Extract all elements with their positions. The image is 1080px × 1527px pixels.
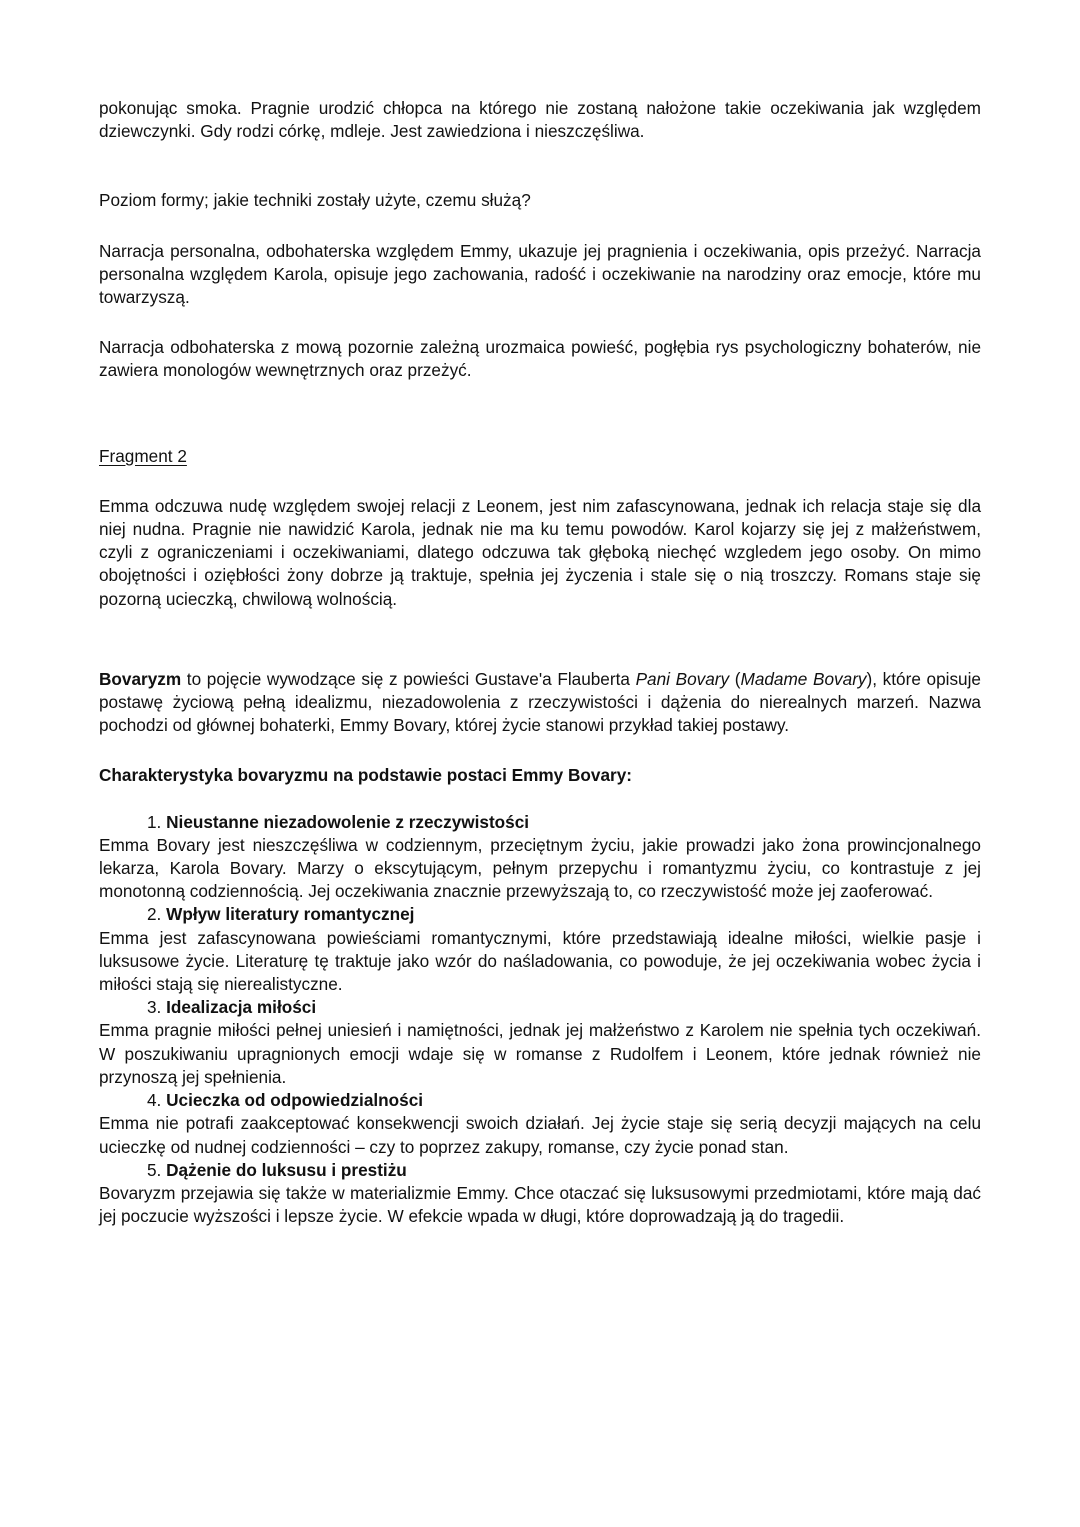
spacer	[99, 309, 981, 336]
list-item-heading	[99, 1089, 981, 1112]
list-item	[99, 996, 981, 1089]
list-item-heading	[99, 996, 981, 1019]
paragraph-narration-personal: Narracja personalna, odbohaterska względem Emmy, ukazuje jej pragnienia i oczekiwania, opis przeżyć. Narracja personalna względem Karola, opisuje jego zachowania, radość i oczekiwanie na narodziny oraz emocje, które mu towarzyszą.	[99, 240, 981, 308]
definition-text-2: (	[729, 668, 741, 689]
list-item-heading	[99, 811, 981, 834]
list-item-number: 2.	[147, 904, 162, 925]
list-item-body: Emma pragnie miłości pełnej uniesień i namiętności, jednak jej małżeństwo z Karolem nie spełnia tych oczekiwań. W poszukiwaniu upragnionych emocji wdaje się w romanse z Rudolfem i Leonem, które jednak również nie przynoszą jej spełnienia.	[99, 1020, 981, 1087]
list-item-title: Idealizacja miłości	[166, 997, 317, 1018]
list-item-title: Dążenie do luksusu i prestiżu	[166, 1159, 407, 1180]
list-item-number: 3.	[147, 997, 162, 1018]
spacer	[99, 788, 981, 811]
paragraph-narration-odbohaterska: Narracja odbohaterska z mową pozornie zależną urozmaica powieść, pogłębia rys psychologiczny bohaterów, nie zawiera monologów wewnętrznych oraz przeżyć.	[99, 337, 981, 381]
spacer	[99, 737, 981, 764]
paragraph-question: Poziom formy; jakie techniki zostały użyte, czemu służą?	[99, 190, 531, 211]
list-item-number: 4.	[147, 1090, 162, 1111]
list-item-body: Emma jest zafascynowana powieściami romantycznymi, które przedstawiają idealne miłości, wielkie pasje i luksusowe życie. Literaturę tę traktuje jako wzór do naśladowania, co powoduje, że jej oczekiwania wobec życia i miłości stają się nierealistyczne.	[99, 927, 981, 995]
paragraph-fragment-2-body: Emma odczuwa nudę względem swojej relacji z Leonem, jest nim zafascynowana, jednak ich relacja staje się dla niej nudna. Pragnie nie nawidzić Karola, jednak nie ma ku temu powodów. Karol kojarzy się jej z małżeństwem, czyli z ograniczeniami i oczekiwaniami, dlatego odczuwa tak głęboką niechęć wzgledem jego osoby. On mimo obojętności i oziębłości żony dobrze ją traktuje, spełnia jej życzenia i stale się o nią troszczy. Romans staje się pozorną ucieczką, chwilową wolnością.	[99, 495, 981, 609]
list-item-body: Bovaryzm przejawia się także w materializmie Emmy. Chce otaczać się luksusowymi przedmiotami, które mają dać jej poczucie wyższości i lepsze życie. W efekcie wpada w długi, które doprowadzają ją do tragedii.	[99, 1182, 981, 1227]
list-item-body: Emma nie potrafi zaakceptować konsekwencji swoich działań. Jej życie staje się serią decyzji mających na celu ucieczkę od nudnej codzienności – czy to poprzez zakupy, romanse, czy życie ponad stan.	[99, 1113, 981, 1157]
spacer	[99, 611, 981, 668]
list-item-title: Ucieczka od odpowiedzialności	[166, 1090, 424, 1111]
section-heading-charakterystyka: Charakterystyka bovaryzmu na podstawie postaci Emmy Bovary:	[99, 765, 633, 786]
spacer	[99, 468, 981, 495]
spacer	[99, 383, 981, 445]
list-item	[99, 1089, 981, 1159]
list-item-heading	[99, 903, 981, 926]
definition-text-3: ), które opisuje postawę życiową pełną idealizmu, niezadowolenia z rzeczywistości i dążenia do nierealnych marzeń. Nazwa pochodzi od głównej bohaterki, Emmy Bovary, której życie stanowi przykład takiej postawy.	[99, 668, 981, 736]
bovaryzm-term: Bovaryzm	[99, 668, 182, 689]
list-item-number: 5.	[147, 1159, 162, 1180]
list-item-body: Emma Bovary jest nieszczęśliwa w codziennym, przeciętnym życiu, jakie prowadzi jako żona prowincjonalnego lekarza, Karola Bovary. Marzy o ekscytującym, pełnym przepychu i romantyzmu życiu, co kontrastuje z jej monotonną codziennością. Jej oczekiwania znacznie przewyższają to, co rzeczywistość może jej zaoferować.	[99, 834, 981, 902]
novel-title-french: Madame Bovary	[740, 668, 867, 689]
fragment-2-heading: Fragment 2	[99, 445, 187, 466]
document-body	[99, 97, 981, 1228]
spacer	[99, 213, 981, 240]
list-item	[99, 811, 981, 904]
list-item-title: Nieustanne niezadowolenie z rzeczywistości	[166, 811, 530, 832]
characteristics-list	[99, 811, 981, 1229]
list-item-heading	[99, 1159, 981, 1182]
list-item	[99, 903, 981, 996]
list-item	[99, 1159, 981, 1229]
list-item-title: Wpływ literatury romantycznej	[166, 904, 415, 925]
definition-text-1: to pojęcie wywodzące się z powieści Gustave'a Flauberta	[181, 668, 636, 689]
paragraph-intro: pokonując smoka. Pragnie urodzić chłopca na którego nie zostaną nałożone takie oczekiwania jak względem dziewczynki. Gdy rodzi córkę, mdleje. Jest zawiedziona i nieszczęśliwa.	[99, 98, 981, 142]
spacer	[99, 143, 981, 189]
list-item-number: 1.	[147, 811, 162, 832]
novel-title-polish: Pani Bovary	[635, 668, 730, 689]
paragraph-bovaryzm-definition	[99, 668, 981, 738]
